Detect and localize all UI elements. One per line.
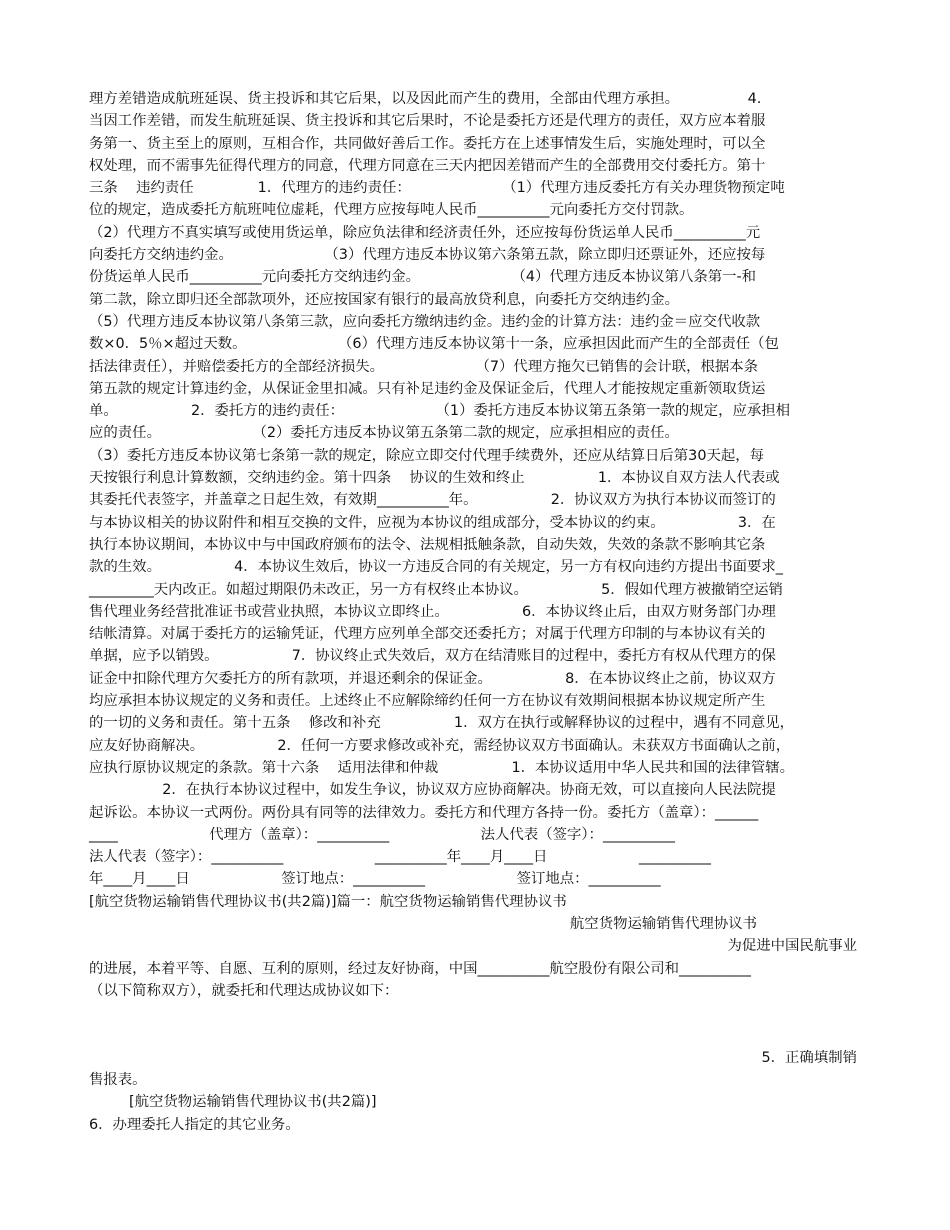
text-line: 单据，应予以销毁。 7．协议终止式失效后，双方在结清账目的过程中，委托方有权从代理方的保 [89, 648, 776, 665]
text-line: 证金中扣除代理方欠委托方的所有款项，并退还剩余的保证金。 8．在本协议终止之前，协议双方 [89, 670, 776, 687]
text-line: 理方差错造成航班延误、货主投诉和其它后果，以及因此而产生的费用，全部由代理方承担。 4. [89, 91, 762, 107]
text-line: 单。 2．委托方的违约责任： （1）委托方违反本协议第五条第一款的规定，应承担相 [89, 403, 791, 420]
text-line: 的一切的义务和责任。第十五条 修改和补充 1．双方在执行或解释协议的过程中，遇有不同意见， [89, 715, 795, 732]
document-title: 航空货物运输销售代理协议书 [569, 915, 757, 932]
signature-line: ____ 代理方（盖章）：__________ 法人代表（签字）：__________ [89, 826, 675, 843]
text-line: 结帐清算。对属于委托方的运输凭证，代理方应列单全部交还委托方；对属于代理方印制的与本协议有关的 [89, 626, 766, 643]
text-line: （2）代理方不真实填写或使用货运单，除应负法律和经济责任外，还应按每份货运单人民币__________元 [89, 224, 761, 241]
text-line: 应执行原协议规定的条款。第十六条 适用法律和仲裁 1．本协议适用中华人民共和国的法律管辖。 [89, 759, 795, 776]
text-line: 份货运单人民币__________元向委托方交纳违约金。 （4）代理方违反本协议第八条第一-和 [89, 269, 757, 286]
text-line: 向委托方交纳违约金。 （3）代理方违反本协议第六条第五款，除立即归还票证外，还应按每 [89, 247, 766, 264]
text-line: 天按银行利息计算数额，交纳违约金。第十四条 协议的生效和终止 1．本协议自双方法人代表或 [89, 470, 780, 487]
section-heading: [航空货物运输销售代理协议书(共2篇)]篇一：航空货物运输销售代理协议书 [89, 893, 567, 910]
intro-text-right: 为促进中国民航事业 [727, 938, 857, 955]
list-item: 6．办理委托人指定的其它业务。 [89, 1116, 300, 1133]
text-line: 应友好协商解决。 2．任何一方要求修改或补充，需经协议双方书面确认。未获双方书面确认之前， [89, 737, 791, 754]
intro-text: （以下简称双方），就委托和代理达成协议如下： [89, 982, 399, 999]
text-line: 第二款，除立即归还全部款项外，还应按国家有银行的最高放贷利息，向委托方交纳违约金。 [89, 291, 680, 308]
text-line: 2．在执行本协议过程中，如发生争议，协议双方应协商解决。协商无效，可以直接向人民法院提 [89, 782, 776, 799]
intro-text: 的进展，本着平等、自愿、互利的原则，经过友好协商，中国__________航空股份有限公司和__________ [89, 960, 751, 977]
blank-space [89, 1002, 857, 1047]
text-line: 当因工作差错，而发生航班延误、货主投诉和其它后果时，不论是委托方还是代理方的责任，双方应本着服 [89, 113, 766, 130]
text-line: _________天内改正。如超过期限仍未改正，另一方有权终止本协议。 5．假如代理方被撤销空运销 [89, 581, 783, 598]
text-line: （5）代理方违反本协议第八条第三款，应向委托方缴纳违约金。违约金的计算方法：违约金＝应交代收款 [89, 313, 761, 330]
text-line: 其委托代表签字，并盖章之日起生效，有效期__________年。 2．协议双方为执行本协议而签订的 [89, 492, 776, 509]
text-line: 售代理业务经营批准证书或营业执照，本协议立即终止。 6．本协议终止后，由双方财务部门办理 [89, 603, 776, 620]
document-page [89, 88, 857, 1136]
text-line: 均应承担本协议规定的义务和责任。上述终止不应解除缔约任何一方在协议有效期间根据本协议规定所产生 [89, 693, 766, 710]
text-line: 括法律责任），并赔偿委托方的全部经济损失。 （7）代理方拖欠已销售的会计联，根据本条 [89, 358, 759, 375]
text-line: 款的生效。 4．本协议生效后，协议一方违反合同的有关规定，另一方有权向违约方提出书面要求_ [89, 559, 783, 576]
text-line: 位的规定，造成委托方航班吨位虚耗，代理方应按每吨人民币__________元向委托方交付罚款。 [89, 202, 694, 219]
text-line: 起诉讼。本协议一式两份。两份具有同等的法律效力。委托方和代理方各持一份。委托方（盖章）：______ [89, 804, 759, 821]
list-item-right: 5．正确填制销 [761, 1049, 857, 1066]
document-body [89, 88, 857, 913]
bracket-title: [航空货物运输销售代理协议书(共2篇)] [129, 1094, 377, 1111]
text-line: （3）委托方违反本协议第七条第一款的规定，除应立即交付代理手续费外，还应从结算日后第30天起，每 [89, 447, 765, 464]
text-line: 权处理，而不需事先征得代理方的同意，代理方同意在三天内把因差错而产生的全部费用交付委托方。第十 [89, 157, 766, 174]
text-line: 三条 违约责任 1．代理方的违约责任： （1）代理方违反委托方有关办理货物预定吨 [89, 180, 785, 197]
text-line: 第五款的规定计算违约金，从保证金里扣减。只有补足违约金及保证金后，代理人才能按规定重新领取货运 [89, 380, 766, 397]
text-line: 与本协议相关的协议附件和相互交换的文件，应视为本协议的组成部分，受本协议的约束。 3．在 [89, 514, 776, 531]
text-line: 数×0．5％×超过天数。 （6）代理方违反本协议第十一条，应承担因此而产生的全部责任（包 [89, 336, 779, 353]
text-line: 务第一、货主至上的原则，互相合作，共同做好善后工作。委托方在上述事情发生后，实施处理时，可以全 [89, 135, 766, 152]
text-line: 执行本协议期间，本协议中与中国政府颁布的法令、法规相抵触条款，自动失效，失效的条款不影响其它条 [89, 536, 766, 553]
signature-line: 法人代表（签字）：__________ __________年____月____日 __________ [89, 849, 711, 866]
list-item-continuation: 售报表。 [89, 1072, 147, 1089]
text-line: 应的责任。 （2）委托方违反本协议第五条第二款的规定，应承担相应的责任。 [89, 425, 679, 442]
signature-line: 年____月____日 签订地点：__________ 签订地点：__________ [89, 871, 661, 888]
